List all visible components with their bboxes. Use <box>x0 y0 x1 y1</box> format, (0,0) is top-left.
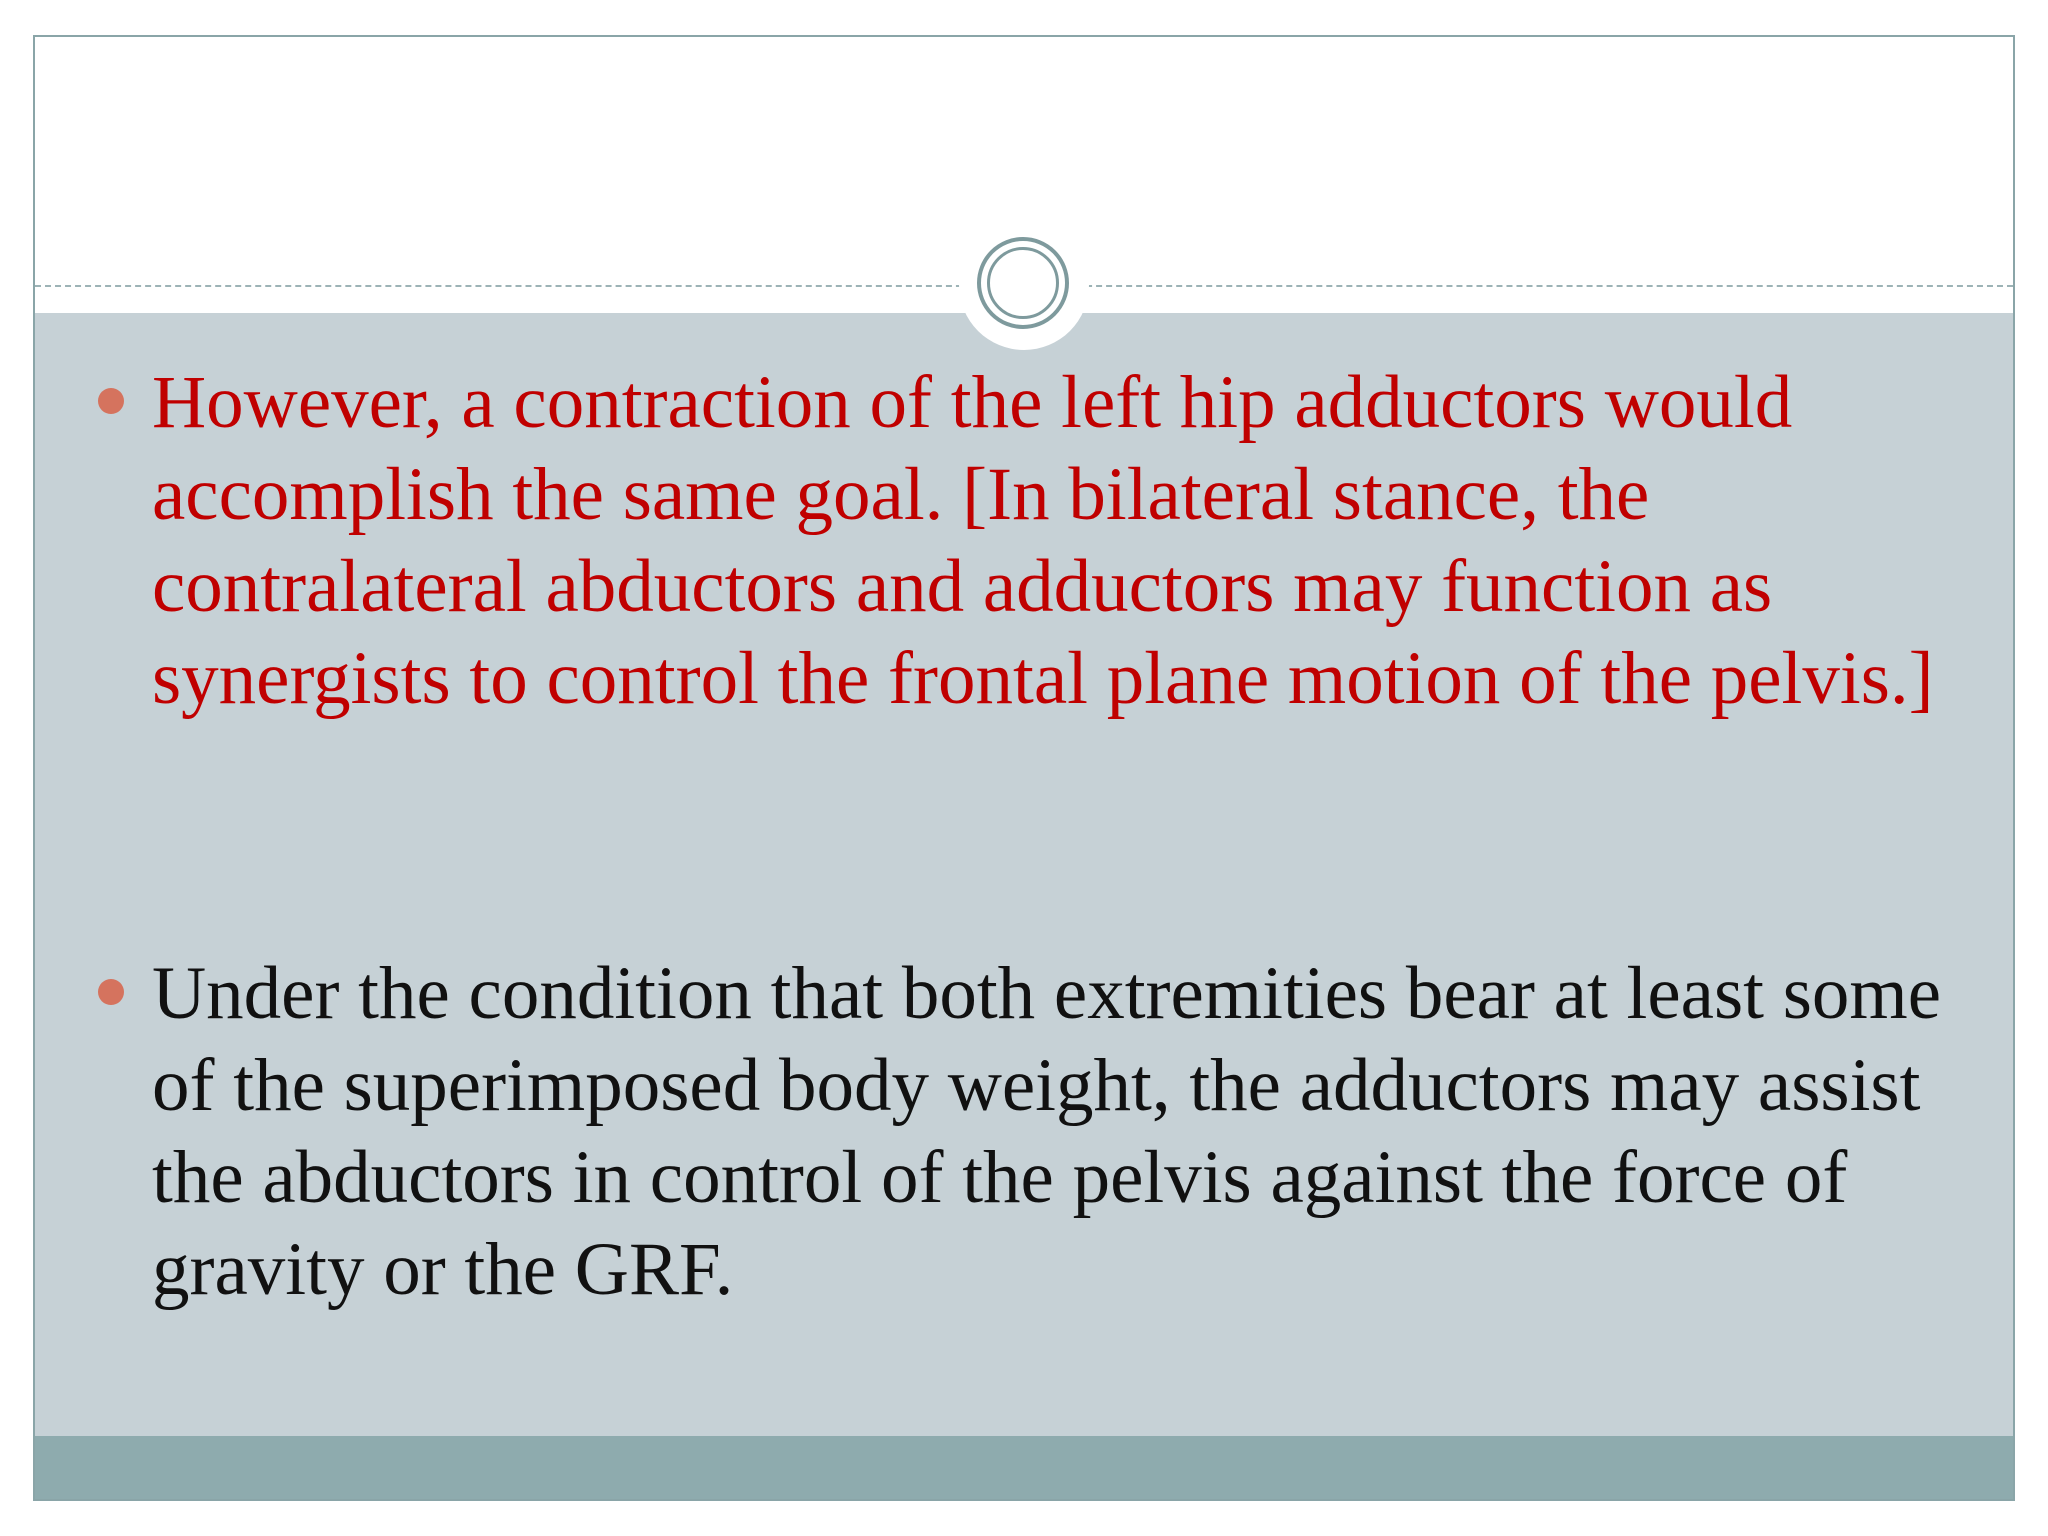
bullet-dot-icon <box>98 979 124 1005</box>
slide-footer-band <box>35 1436 2013 1501</box>
bullet-item-black: Under the condition that both extremities bear at least some of the superimposed body weight, the adductors may assist the abductors in control of the pelvis against the force of gravity or the GRF. <box>152 952 1942 1311</box>
bullet-dot-icon <box>98 388 124 414</box>
ornament-inner-ring <box>987 247 1059 319</box>
ornament-outer-ring <box>977 237 1069 329</box>
double-circle-ornament-icon <box>959 220 1089 350</box>
bullet-item-red: However, a contraction of the left hip adductors would accomplish the same goal. [In bilateral stance, the contralateral abductors and adductors may function as synergists to control the frontal plane motion of the pelvis.] <box>152 361 1934 720</box>
slide <box>33 35 2015 1501</box>
